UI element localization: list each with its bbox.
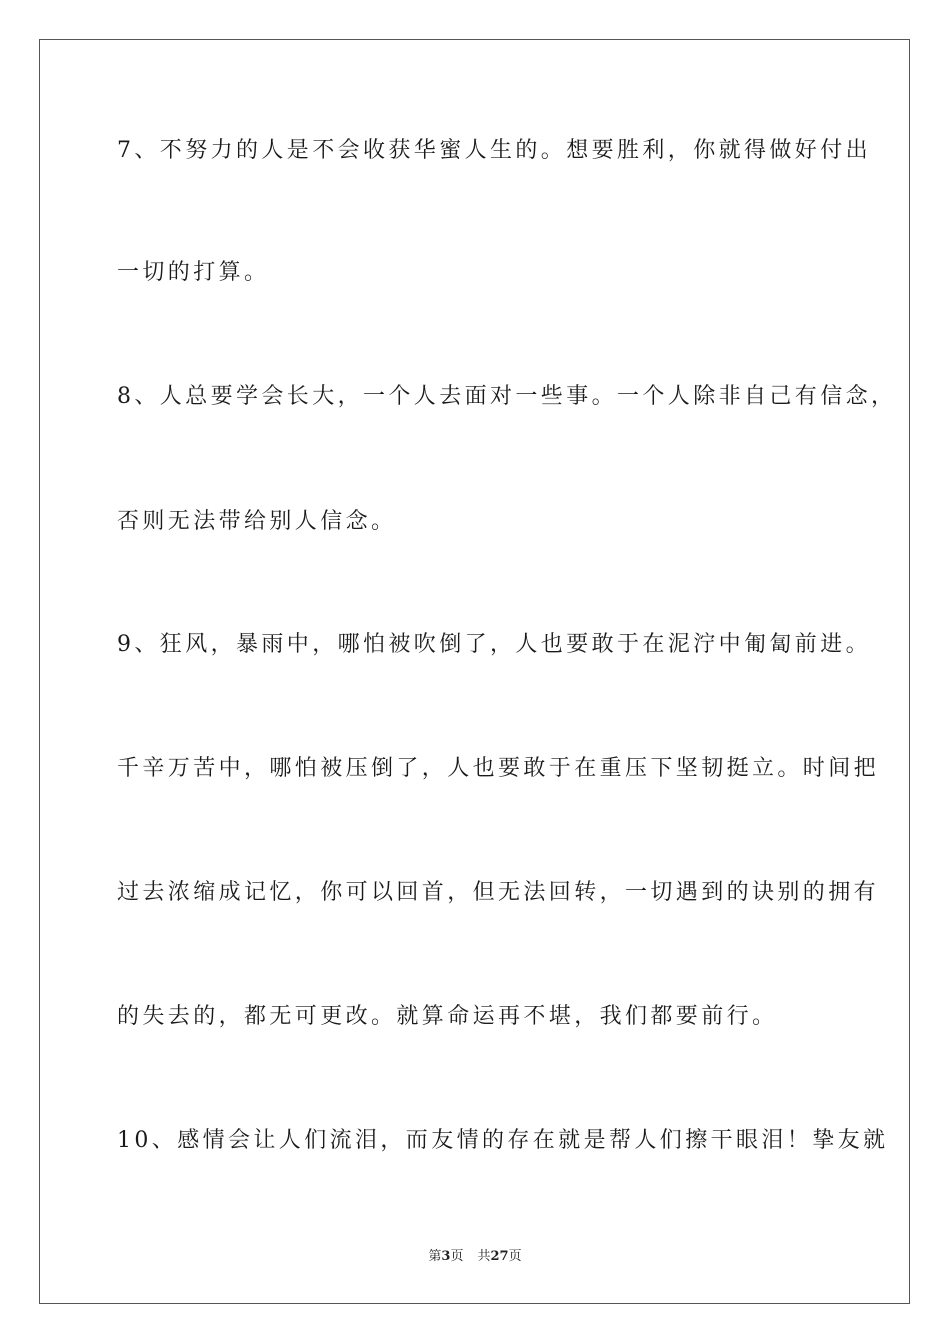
text-line: 9、狂风，暴雨中，哪怕被吹倒了，人也要敢于在泥泞中匍匐前进。 (117, 632, 871, 657)
text-line: 8、人总要学会长大，一个人去面对一些事。一个人除非自己有信念， (117, 384, 897, 409)
total-label-prefix: 共 (477, 1249, 491, 1264)
text-line: 一切的打算。 (117, 260, 270, 285)
page-border (39, 39, 910, 1304)
page-label-suffix: 页 (450, 1249, 464, 1264)
text-line: 否则无法带给别人信念。 (117, 509, 397, 534)
total-label-suffix: 页 (508, 1249, 522, 1264)
page-footer (0, 1248, 950, 1266)
text-line: 10、感情会让人们流泪，而友情的存在就是帮人们擦干眼泪！挚友就 (117, 1128, 889, 1153)
text-line: 千辛万苦中，哪怕被压倒了，人也要敢于在重压下坚韧挺立。时间把 (117, 756, 880, 781)
text-line: 7、不努力的人是不会收获华蜜人生的。想要胜利，你就得做好付出 (117, 138, 871, 163)
page-number: 3 (441, 1249, 451, 1264)
text-line: 过去浓缩成记忆，你可以回首，但无法回转，一切遇到的诀别的拥有 (117, 880, 880, 905)
total-pages: 27 (490, 1249, 509, 1264)
page-label-prefix: 第 (428, 1249, 442, 1264)
text-line: 的失去的，都无可更改。就算命运再不堪，我们都要前行。 (117, 1004, 778, 1029)
